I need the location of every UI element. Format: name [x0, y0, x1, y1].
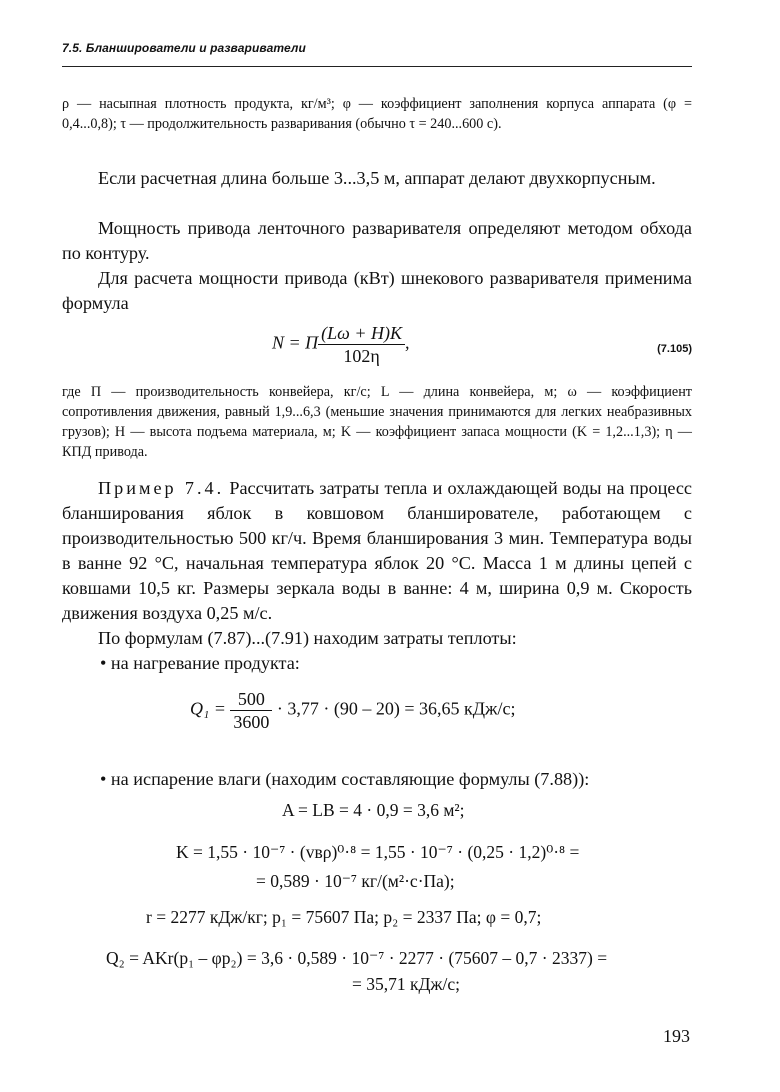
q1-rest: · 3,77 · (90 – 20) = 36,65 кДж/с; — [276, 698, 516, 719]
line-r: r = 2277 кДж/кг; p₁ = 75607 Па; p₂ = 2337 Па; φ = 0,7; — [146, 907, 542, 927]
line-area: A = LB = 4 · 0,9 = 3,6 м²; — [282, 800, 465, 820]
notes-formula: где П — производительность конвейера, кг/с; L — длина конвейера, м; ω — коэффициент сопротивления движения, равный 1,9...6,3 (меньшие значения принимаются для легких неабразивных грузов); H — высота подъема материала, м; K — коэффициент запаса мощности (K = 1,2...1,3); η — КПД привода. — [62, 384, 692, 460]
line-k-2: = 0,589 · 10⁻⁷ кг/(м²·с·Па); — [256, 871, 455, 891]
formula-comma: , — [405, 332, 410, 353]
paragraph-screw-drive: Для расчета мощности привода (кВт) шнекового разваривателя применима формула — [62, 268, 692, 313]
paragraph-formulas-ref: По формулам (7.87)...(7.91) находим затраты теплоты: — [98, 628, 517, 648]
example-text: Рассчитать затраты тепла и охлаждающей воды на процесс бланширования яблок в ковшовом бланширователе, работающем с производительностью 500 кг/ч. Время бланширования 3 мин. Температура воды в ванне 92 °С, начальная температура яблок 20 °С. Масса 1 м длины цепей с ковшами 10,5 кг. Размеры зеркала воды в ванне: 4 м, ширина 0,9 м. Скорость движения воздуха 0,25 м/с. — [62, 478, 692, 623]
example-paragraph — [62, 476, 692, 626]
example-label: Пример 7.4. — [98, 478, 225, 498]
formula-number: (7.105) — [657, 343, 692, 355]
q1-denominator: 3600 — [233, 712, 270, 732]
page-number: 193 — [663, 1026, 690, 1046]
line-q2-1: Q₂ = AKr(p₁ – φp₂) = 3,6 · 0,589 · 10⁻⁷ · 2277 · (75607 – 0,7 · 2337) = — [106, 948, 608, 968]
bullet-evaporation: • на испарение влаги (находим составляющие формулы (7.88)): — [100, 769, 590, 789]
bullet-heating: • на нагревание продукта: — [100, 653, 300, 673]
formula-lhs: N = П — [272, 332, 319, 353]
q1-lhs: Q₁ = — [190, 698, 226, 719]
formula-fraction — [318, 322, 405, 367]
q1-numerator: 500 — [230, 688, 272, 711]
notes-variables: ρ — насыпная плотность продукта, кг/м³; φ — коэффициент заполнения корпуса аппарата (φ = 0,4...0,8); τ — продолжительность разваривания (обычно τ = 240...600 с). — [62, 96, 692, 132]
running-header: 7.5. Бланширователи и развариватели — [62, 41, 306, 55]
formula-numerator: (Lω + H)K — [318, 322, 405, 345]
q1-fraction — [230, 688, 272, 733]
paragraph-tape-drive: Мощность привода ленточного разваривателя определяют методом обхода по контуру. — [62, 218, 692, 263]
line-q2-2: = 35,71 кДж/с; — [352, 974, 461, 994]
header-rule — [62, 66, 692, 67]
line-k-1: K = 1,55 · 10⁻⁷ · (vвρ)⁰·⁸ = 1,55 · 10⁻⁷ · (0,25 · 1,2)⁰·⁸ = — [176, 842, 580, 862]
formula-denominator: 102η — [343, 346, 380, 366]
formula-q1 — [190, 688, 516, 733]
paragraph-length: Если расчетная длина больше 3...3,5 м, аппарат делают двухкорпусным. — [98, 168, 656, 188]
formula-7-105 — [272, 322, 410, 367]
